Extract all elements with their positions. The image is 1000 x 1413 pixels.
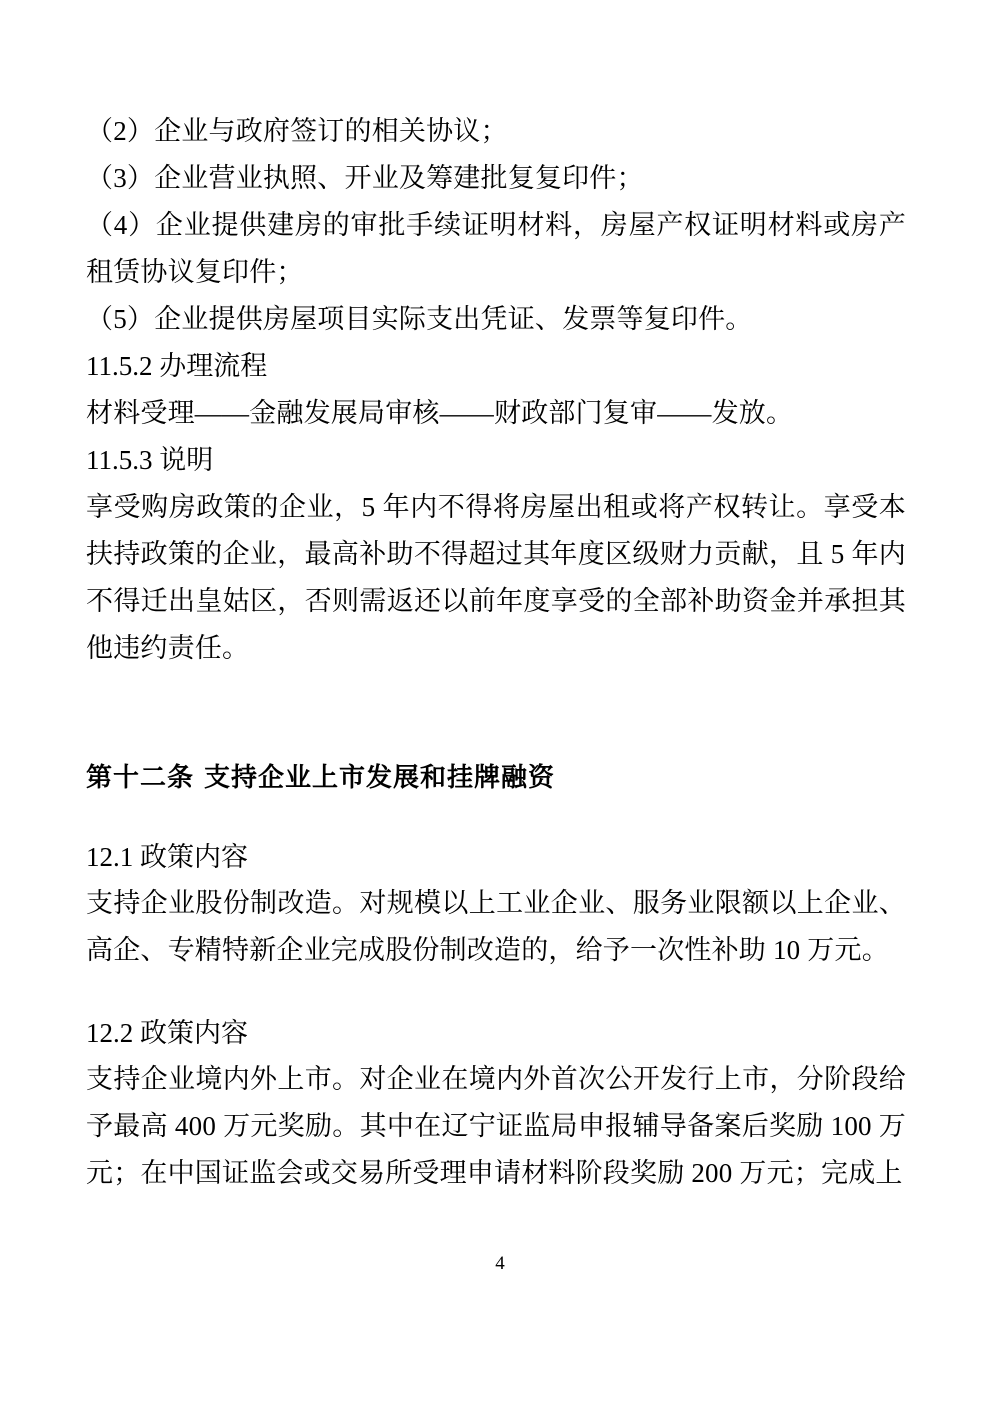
list-item: （2）企业与政府签订的相关协议； xyxy=(86,116,508,146)
page-number: 4 xyxy=(495,1253,505,1274)
block-spacer xyxy=(86,974,906,1010)
section-heading-12-2: 12.2 政策内容 xyxy=(86,1018,248,1048)
block-spacer xyxy=(86,672,906,758)
section-body-11-5-2: 材料受理——金融发展局审核——财政部门复审——发放。 xyxy=(86,398,794,428)
article-title: 第十二条 支持企业上市发展和挂牌融资 xyxy=(86,763,556,793)
list-item: （5）企业提供房屋项目实际支出凭证、发票等复印件。 xyxy=(86,304,753,334)
section-heading-11-5-2: 11.5.2 办理流程 xyxy=(86,351,268,381)
section-heading-12-1: 12.1 政策内容 xyxy=(86,842,248,872)
section-heading-11-5-3: 11.5.3 说明 xyxy=(86,445,214,475)
section-body-12-2: 支持企业境内外上市。对企业在境内外首次公开发行上市，分阶段给予最高 400 万元奖励。其中在辽宁证监局申报辅导备案后奖励 100 万元；在中国证监会或交易所受理申请材料阶段奖励 200 万元；完成上 xyxy=(86,1064,906,1188)
list-item: （4）企业提供建房的审批手续证明材料，房屋产权证明材料或房产租赁协议复印件； xyxy=(86,210,906,287)
page-content xyxy=(86,108,906,1197)
section-body-11-5-3: 享受购房政策的企业，5 年内不得将房屋出租或将产权转让。享受本扶持政策的企业，最高补助不得超过其年度区级财力贡献，且 5 年内不得迁出皇姑区，否则需返还以前年度享受的全部补助资金并承担其他违约责任。 xyxy=(86,492,906,663)
section-body-12-1: 支持企业股份制改造。对规模以上工业企业、服务业限额以上企业、高企、专精特新企业完成股份制改造的，给予一次性补助 10 万元。 xyxy=(86,888,906,965)
block-spacer xyxy=(86,798,906,834)
list-item: （3）企业营业执照、开业及筹建批复复印件； xyxy=(86,163,644,193)
